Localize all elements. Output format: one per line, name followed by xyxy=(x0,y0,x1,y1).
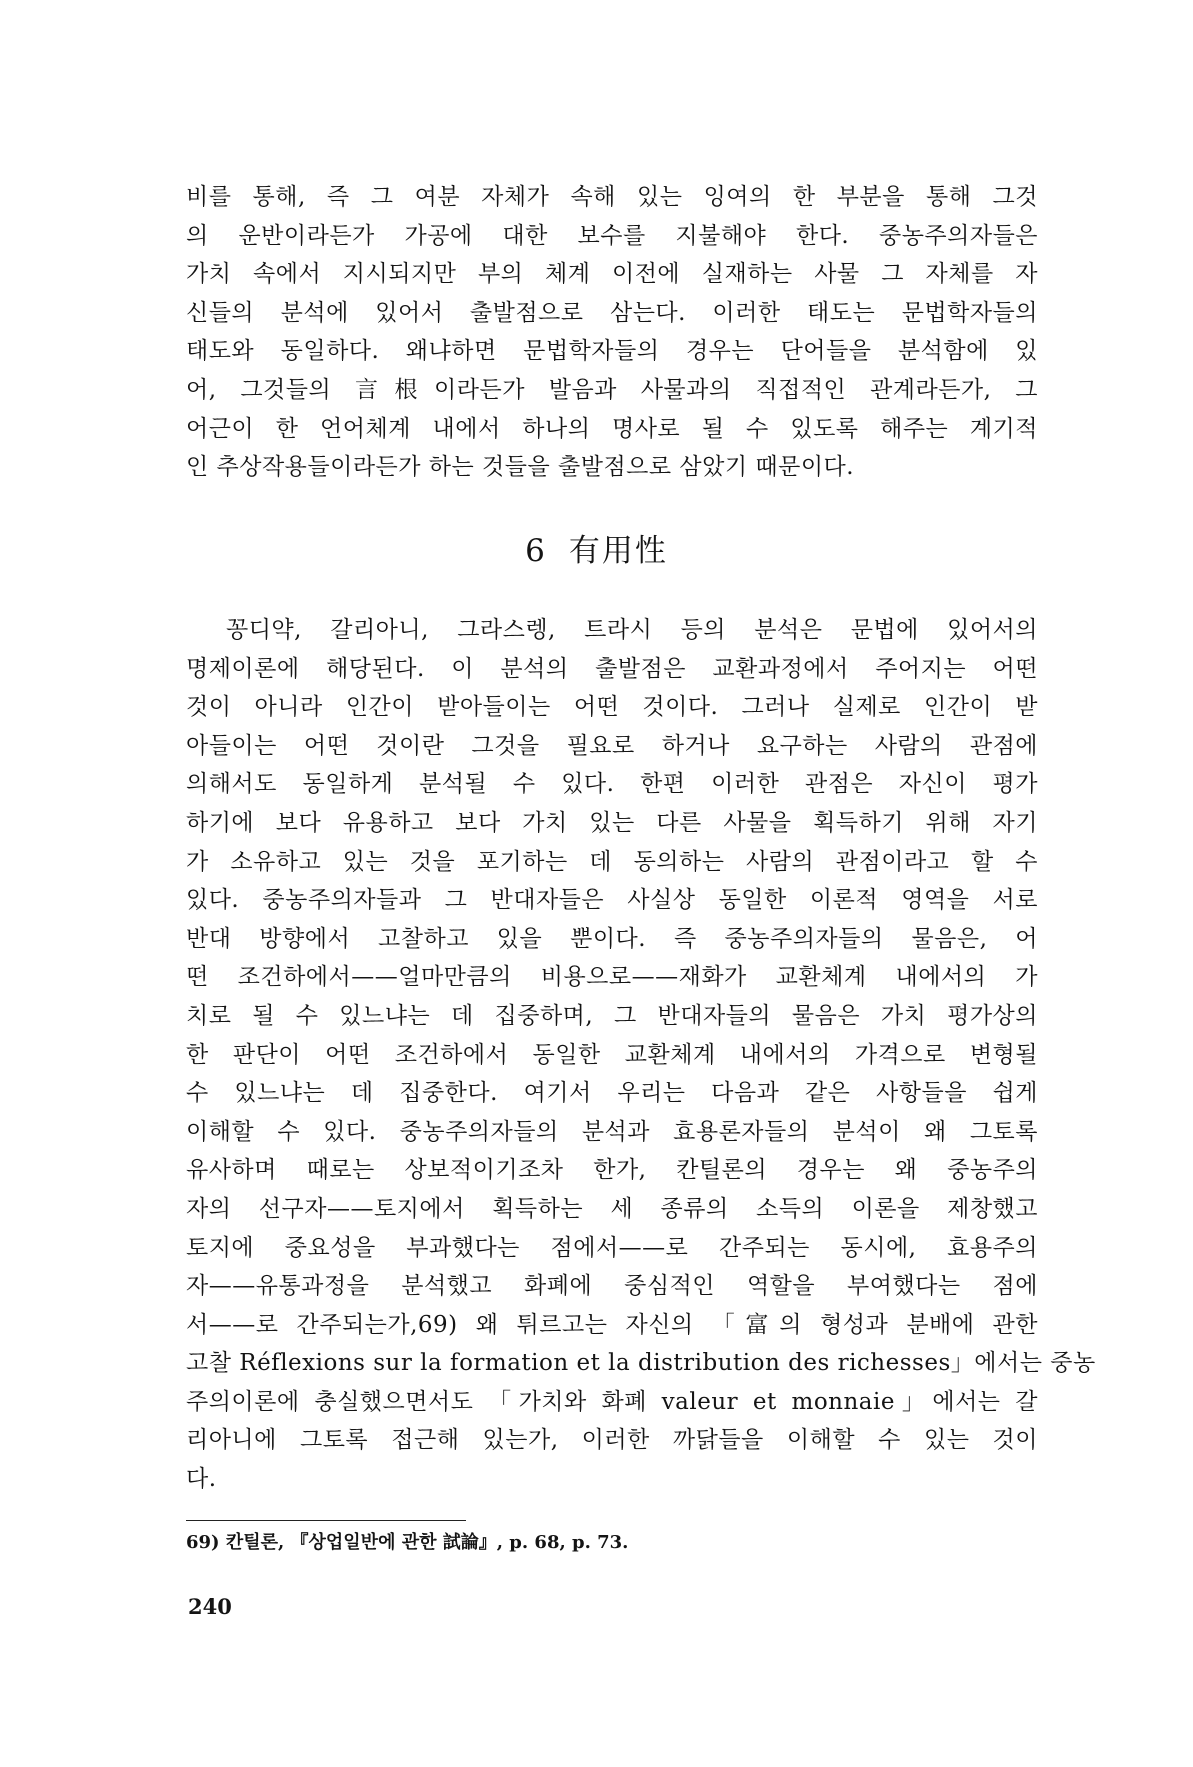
text-line: 아들이는 어떤 것이란 그것을 필요로 하거나 요구하는 사람의 관점에 xyxy=(186,732,1038,759)
section-number: 6 xyxy=(525,533,547,569)
text-line: 어, 그것들의 言根이라든가 발음과 사물과의 직접적인 관계라든가, 그 xyxy=(186,376,1038,403)
page-number: 240 xyxy=(188,1594,232,1619)
text-line: 의 운반이라든가 가공에 대한 보수를 지불해야 한다. 중농주의자들은 xyxy=(186,222,1038,249)
text-line: 가치 속에서 지시되지만 부의 체계 이전에 실재하는 사물 그 자체를 자 xyxy=(186,261,1038,288)
text-line: 치로 될 수 있느냐는 데 집중하며, 그 반대자들의 물음은 가치 평가상의 xyxy=(186,1002,1038,1029)
text-line: 유사하며 때로는 상보적이기조차 한가, 칸틸론의 경우는 왜 중농주의 xyxy=(186,1157,1038,1184)
text-line: 명제이론에 해당된다. 이 분석의 출발점은 교환과정에서 주어지는 어떤 xyxy=(186,655,1038,682)
text-line: 주의이론에 충실했으면서도 「가치와 화폐 valeur et monnaie」에서는 갈 xyxy=(186,1388,1038,1415)
text-line: 서——로 간주되는가,69) 왜 튀르고는 자신의 「富의 형성과 분배에 관한 xyxy=(186,1311,1038,1338)
text-line: 반대 방향에서 고찰하고 있을 뿐이다. 즉 중농주의자들의 물음은, 어 xyxy=(186,925,1038,952)
text-line: 인 추상작용들이라든가 하는 것들을 출발점으로 삼았기 때문이다. xyxy=(186,454,855,481)
text-line: 이해할 수 있다. 중농주의자들의 분석과 효용론자들의 분석이 왜 그토록 xyxy=(186,1118,1038,1145)
text-line: 고찰 Réflexions sur la formation et la distribution des richesses」에서는 중농 xyxy=(186,1350,1096,1377)
text-line: 것이 아니라 인간이 받아들이는 어떤 것이다. 그러나 실제로 인간이 받 xyxy=(186,694,1038,721)
text-line: 토지에 중요성을 부과했다는 점에서——로 간주되는 동시에, 효용주의 xyxy=(186,1234,1038,1261)
text-line: 의해서도 동일하게 분석될 수 있다. 한편 이러한 관점은 자신이 평가 xyxy=(186,771,1038,798)
footnote: 69) 칸틸론, 『상업일반에 관한 試論』, p. 68, p. 73. xyxy=(186,1532,629,1553)
text-line: 있다. 중농주의자들과 그 반대자들은 사실상 동일한 이론적 영역을 서로 xyxy=(186,887,1038,914)
text-line: 어근이 한 언어체계 내에서 하나의 명사로 될 수 있도록 해주는 계기적 xyxy=(186,415,1038,442)
text-line: 다. xyxy=(186,1466,217,1493)
text-line: 신들의 분석에 있어서 출발점으로 삼는다. 이러한 태도는 문법학자들의 xyxy=(186,299,1038,326)
text-line: 가 소유하고 있는 것을 포기하는 데 동의하는 사람의 관점이라고 할 수 xyxy=(186,848,1038,875)
text-line: 자의 선구자——토지에서 획득하는 세 종류의 소득의 이론을 제창했고 xyxy=(186,1195,1038,1222)
text-line: 떤 조건하에서——얼마만큼의 비용으로——재화가 교환체계 내에서의 가 xyxy=(186,964,1038,991)
text-line: 수 있느냐는 데 집중한다. 여기서 우리는 다음과 같은 사항들을 쉽게 xyxy=(186,1080,1038,1107)
paragraph-continued xyxy=(186,178,1038,487)
text-line: 비를 통해, 즉 그 여분 자체가 속해 있는 잉여의 한 부분을 통해 그것 xyxy=(186,184,1038,210)
text-line: 자——유통과정을 분석했고 화폐에 중심적인 역할을 부여했다는 점에 xyxy=(186,1273,1038,1300)
footnote-divider xyxy=(186,1520,466,1521)
paragraph-section-6 xyxy=(186,611,1096,1499)
text-line: 태도와 동일하다. 왜냐하면 문법학자들의 경우는 단어들을 분석함에 있 xyxy=(186,338,1038,365)
text-line: 한 판단이 어떤 조건하에서 동일한 교환체계 내에서의 가격으로 변형될 xyxy=(186,1041,1038,1068)
text-line: 리아니에 그토록 접근해 있는가, 이러한 까닭들을 이해할 수 있는 것이 xyxy=(186,1427,1038,1454)
text-line: 하기에 보다 유용하고 보다 가치 있는 다른 사물을 획득하기 위해 자기 xyxy=(186,809,1038,836)
section-heading xyxy=(0,531,1193,571)
text-line: 꽁디약, 갈리아니, 그라스렝, 트라시 등의 분석은 문법에 있어서의 xyxy=(226,617,1038,643)
section-title: 有用性 xyxy=(568,533,668,569)
